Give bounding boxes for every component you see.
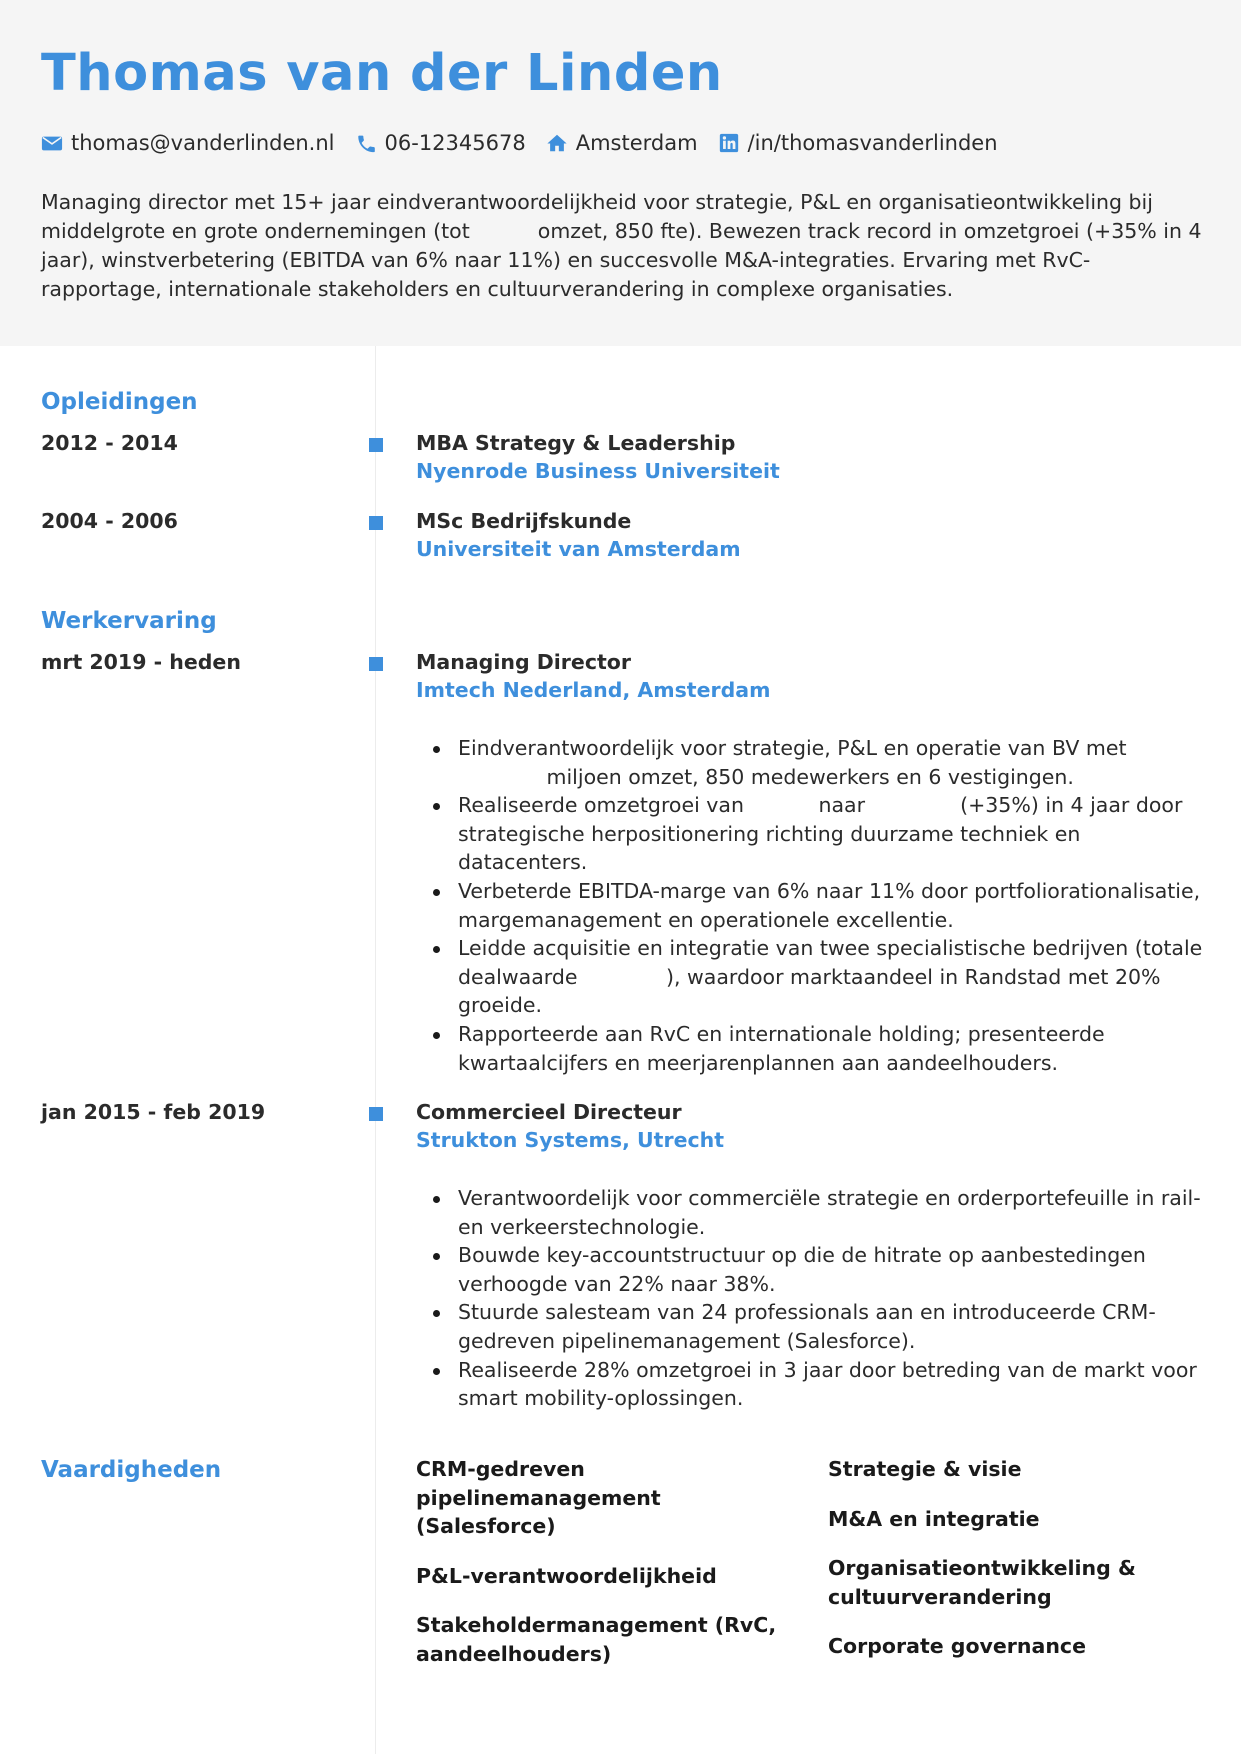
list-item: Eindverantwoordelijk voor strategie, P&L en operatie van BV met miljoen omzet, 850 medewerkers en 6 vestigingen. (416, 734, 1206, 791)
list-item: Rapporteerde aan RvC en internationale holding; presenteerde kwartaalcijfers en meerjarenplannen aan aandeelhouders. (416, 1020, 1206, 1077)
email-text: thomas@vanderlinden.nl (71, 131, 335, 155)
education-degree: MSc Bedrijfskunde (416, 509, 632, 533)
job-role: Commercieel Directeur (416, 1100, 682, 1124)
education-period: 2004 - 2006 (41, 509, 178, 533)
education-period: 2012 - 2014 (41, 431, 178, 455)
timeline-marker (369, 1107, 383, 1121)
timeline-divider (375, 346, 376, 1754)
candidate-name: Thomas van der Linden (41, 44, 723, 103)
section-title-skills: Vaardigheden (41, 1457, 222, 1483)
list-item: Verbeterde EBITDA-marge van 6% naar 11% door portfoliorationalisatie, margemanagement en operationele excellentie. (416, 877, 1206, 934)
list-item: Realiseerde 28% omzetgroei in 3 jaar door betreding van de markt voor smart mobility-oplossingen. (416, 1356, 1206, 1413)
contact-linkedin[interactable] (718, 131, 998, 155)
timeline-marker (369, 657, 383, 671)
list-item: Leidde acquisitie en integratie van twee specialistische bedrijven (totale dealwaarde ), waardoor marktaandeel in Randstad met 20% groeide. (416, 934, 1206, 1020)
list-item: Realiseerde omzetgroei van naar (+35%) in 4 jaar door strategische herpositionering richting duurzame techniek en datacenters. (416, 791, 1206, 877)
header (0, 0, 1241, 346)
skill-item: CRM-gedreven pipelinemanagement (Salesforce) (416, 1457, 661, 1539)
education-institution: Nyenrode Business Universiteit (416, 459, 780, 483)
phone-text: 06-12345678 (384, 131, 526, 155)
section-title-education: Opleidingen (41, 389, 198, 415)
skill-item: M&A en integratie (828, 1506, 1040, 1531)
job-company: Strukton Systems, Utrecht (416, 1128, 725, 1152)
home-icon (546, 132, 568, 154)
timeline-marker (369, 516, 383, 530)
education-degree: MBA Strategy & Leadership (416, 431, 736, 455)
skills-list-right (828, 1455, 1208, 1682)
section-title-experience: Werkervaring (41, 608, 217, 634)
contact-phone[interactable] (355, 131, 526, 155)
job-period: jan 2015 - feb 2019 (41, 1100, 266, 1124)
job-role: Managing Director (416, 650, 631, 674)
envelope-icon (41, 132, 63, 154)
skill-item: Organisatieontwikkeling & cultuurverandering (828, 1556, 1136, 1609)
linkedin-icon (718, 132, 740, 154)
skill-item: Strategie & visie (828, 1457, 1022, 1481)
profile-summary: Managing director met 15+ jaar eindverantwoordelijkheid voor strategie, P&L en organisatieontwikkeling bij middelgrote en grote ondernemingen (tot omzet, 850 fte). Bewezen track record in omzetgroei (+35% in 4 jaar), winstverbetering (EBITDA van 6% naar 11%) en succesvolle M&A-integraties. Ervaring met RvC-rapportage, internationale stakeholders en cultuurverandering in complexe organisaties. (41, 190, 1202, 301)
job-period: mrt 2019 - heden (41, 650, 241, 674)
skill-item: P&L-verantwoordelijkheid (416, 1563, 717, 1588)
city-text: Amsterdam (575, 131, 698, 155)
job-achievements (416, 1184, 1206, 1413)
skill-item: Corporate governance (828, 1634, 1086, 1659)
phone-icon (355, 132, 377, 154)
skills-list-left (416, 1455, 796, 1690)
skill-item: Stakeholdermanagement (RvC, aandeelhouders) (416, 1613, 777, 1666)
job-company: Imtech Nederland, Amsterdam (416, 678, 771, 702)
timeline-marker (369, 438, 383, 452)
list-item: Stuurde salesteam van 24 professionals aan en introduceerde CRM-gedreven pipelinemanagement (Salesforce). (416, 1298, 1206, 1355)
linkedin-text: /in/thomasvanderlinden (747, 131, 998, 155)
list-item: Verantwoordelijk voor commerciële strategie en orderportefeuille in rail- en verkeerstechnologie. (416, 1184, 1206, 1241)
list-item: Bouwde key-accountstructuur op die de hitrate op aanbestedingen verhoogde van 22% naar 38%. (416, 1241, 1206, 1298)
education-institution: Universiteit van Amsterdam (416, 537, 741, 561)
job-achievements (416, 734, 1206, 1077)
contact-city (546, 131, 698, 155)
contact-email[interactable] (41, 131, 335, 155)
contact-bar (41, 128, 1018, 158)
